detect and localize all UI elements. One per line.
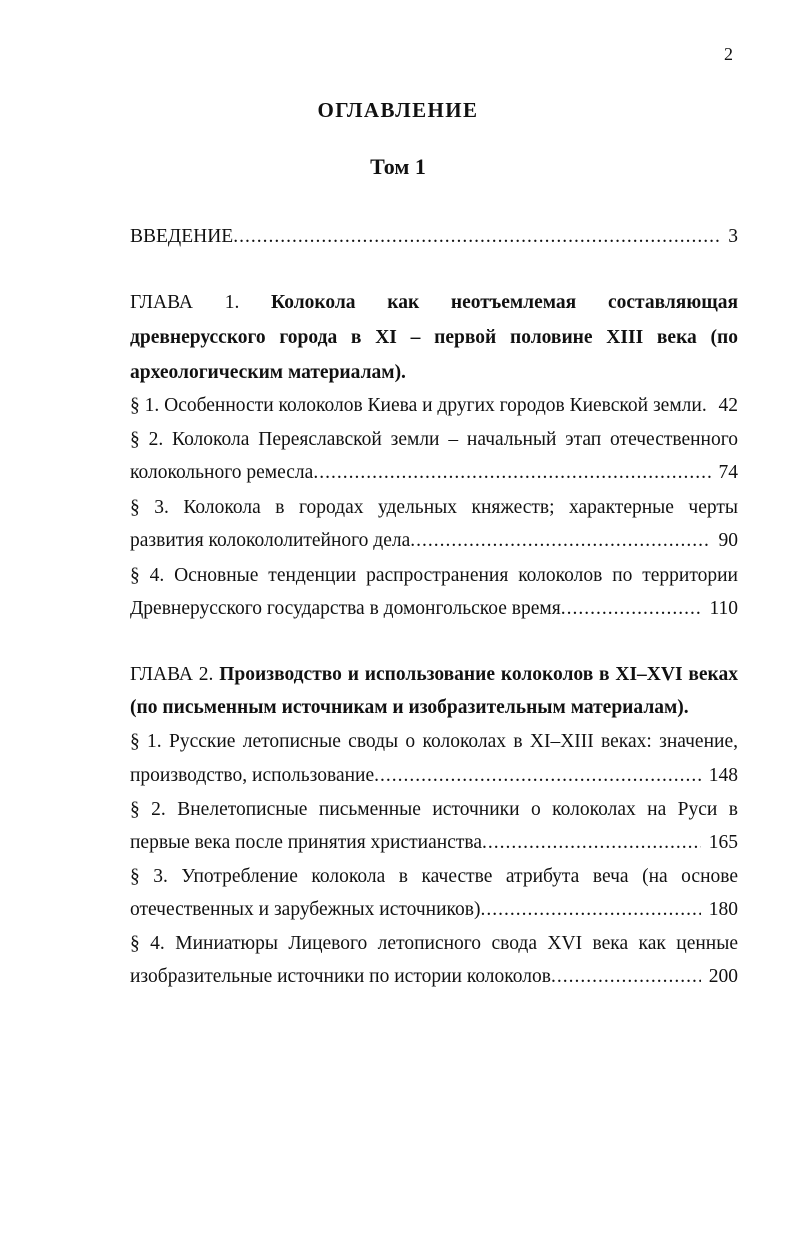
toc-entry-ch1-s4-line-2[interactable]: Древнерусского государства в домонгольское время ..... 110 <box>130 598 738 620</box>
toc-entry-ch1-s3-line-1[interactable]: § 3. Колокола в городах удельных княжеств; характерные черты <box>130 497 738 518</box>
page-number: 2 <box>724 44 733 64</box>
chapter-1-title: Колокола как неотъемлемая составляющая <box>271 292 738 313</box>
chapter-2-label: ГЛАВА 2. <box>130 664 214 685</box>
toc-entry-ch2-s2-line-2[interactable]: первые века после принятия христианства ..... 165 <box>130 832 738 854</box>
toc-entry-page: 200 <box>708 966 738 987</box>
toc-entry-ch1-s3-line-2[interactable]: развития колокололитейного дела ..... 90 <box>130 530 738 552</box>
chapter-1-title-line-2: древнерусского города в XI – первой половине XIII века (по <box>130 327 738 348</box>
toc-entry-ch2-s1-line-2[interactable]: производство, использование ..... 148 <box>130 765 738 787</box>
toc-entry-page: 180 <box>708 899 738 920</box>
leader-dots <box>480 899 700 921</box>
toc-entry-page: 3 <box>728 226 738 247</box>
leader-dots <box>561 598 702 620</box>
chapter-2-title: Производство и использование колоколов в XI–XVI веках <box>219 664 738 685</box>
chapter-1-title-line-1[interactable] <box>130 292 738 314</box>
toc-entry-ch2-s1-line-1[interactable]: § 1. Русские летописные своды о колоколах в XI–XIII веках: значение, <box>130 731 738 752</box>
toc-entry-title: § 1. Особенности колоколов Киева и других городов Киевской земли. <box>130 395 707 416</box>
toc-entry-page: 148 <box>708 765 738 786</box>
toc-entry-page: 90 <box>718 530 738 551</box>
toc-entry-intro[interactable] <box>130 226 738 248</box>
leader-dots <box>374 765 701 787</box>
volume-heading: Том 1 <box>370 154 426 179</box>
toc-entry-ch1-s1[interactable] <box>130 395 738 417</box>
toc-heading: ОГЛАВЛЕНИЕ <box>317 98 479 122</box>
toc-entry-ch2-s4-line-2[interactable]: изобразительные источники по истории колоколов ..... 200 <box>130 966 738 988</box>
leader-dots <box>551 966 701 988</box>
chapter-1-label: ГЛАВА 1. <box>130 292 240 313</box>
leader-dots <box>410 530 710 552</box>
toc-entry-ch2-s4-line-1[interactable]: § 4. Миниатюры Лицевого летописного свода XVI века как ценные <box>130 933 738 954</box>
toc-entry-ch1-s2-line-1[interactable]: § 2. Колокола Переяславской земли – начальный этап отечественного <box>130 429 738 450</box>
leader-dots <box>482 832 701 854</box>
chapter-2-title-line-2: (по письменным источникам и изобразительным материалам). <box>130 697 689 718</box>
toc-entry-page: 42 <box>718 395 738 416</box>
chapter-1-title-line-3: археологическим материалам). <box>130 362 406 383</box>
toc-entry-page: 74 <box>718 462 738 483</box>
toc-entry-ch2-s3-line-2[interactable]: отечественных и зарубежных источников) ..... 180 <box>130 899 738 921</box>
toc-entry-page: 165 <box>708 832 738 853</box>
chapter-2-title-line-1[interactable] <box>130 664 738 686</box>
toc-entry-ch1-s2-line-2[interactable]: колокольного ремесла ..... 74 <box>130 462 738 484</box>
leader-dots <box>233 226 720 248</box>
toc-entry-ch2-s3-line-1[interactable]: § 3. Употребление колокола в качестве атрибута веча (на основе <box>130 866 738 887</box>
toc-entry-ch2-s2-line-1[interactable]: § 2. Внелетописные письменные источники о колоколах на Руси в <box>130 799 738 820</box>
toc-entry-title: ВВЕДЕНИЕ <box>130 226 234 247</box>
toc-entry-ch1-s4-line-1[interactable]: § 4. Основные тенденции распространения колоколов по территории <box>130 565 738 586</box>
toc-entry-page: 110 <box>709 598 738 619</box>
leader-dots <box>313 462 710 484</box>
